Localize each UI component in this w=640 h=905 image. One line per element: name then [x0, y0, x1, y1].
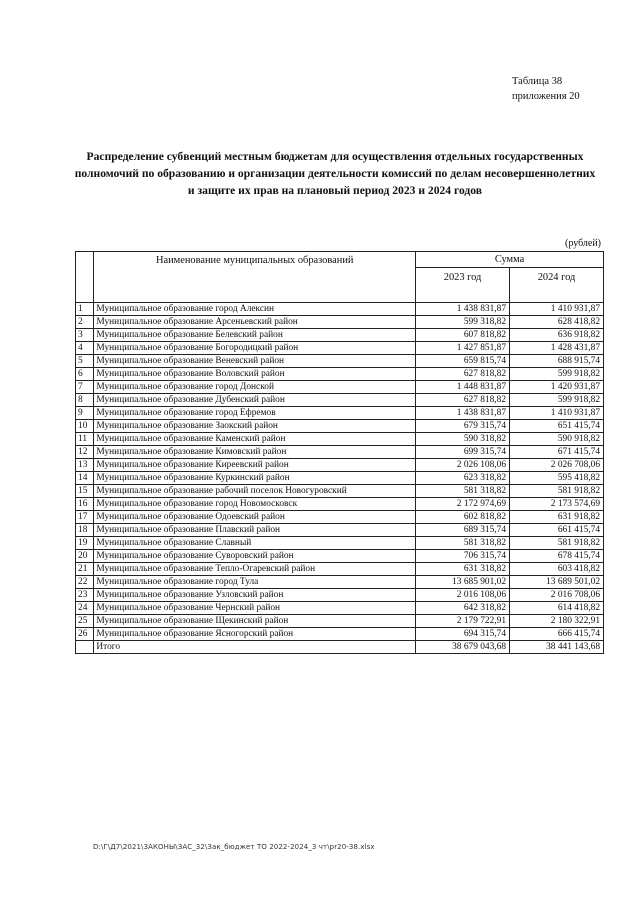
appendix-reference: приложения 20: [512, 91, 580, 102]
header-year-2023: 2023 год: [416, 268, 510, 303]
municipality-name: Муниципальное образование Ясногорский район: [94, 628, 416, 641]
table-row: [76, 563, 604, 576]
row-number: 18: [76, 524, 94, 537]
municipality-name: Муниципальное образование Каменский район: [94, 433, 416, 446]
row-number: 5: [76, 355, 94, 368]
municipality-name: Муниципальное образование город Новомосковск: [94, 498, 416, 511]
amount-2023: 2 172 974,69: [416, 498, 510, 511]
table-row: [76, 589, 604, 602]
amount-2023: 1 438 831,87: [416, 303, 510, 316]
row-number: 24: [76, 602, 94, 615]
municipality-name: Муниципальное образование город Алексин: [94, 303, 416, 316]
row-number: 2: [76, 316, 94, 329]
row-number: 15: [76, 485, 94, 498]
amount-2023: 599 318,82: [416, 316, 510, 329]
row-number: 9: [76, 407, 94, 420]
municipality-name: Муниципальное образование рабочий поселок Новогуровский: [94, 485, 416, 498]
amount-2024: 603 418,82: [510, 563, 604, 576]
municipality-name: Муниципальное образование Заокский район: [94, 420, 416, 433]
row-number: 8: [76, 394, 94, 407]
amount-2024: 2 016 708,06: [510, 589, 604, 602]
table-row: [76, 485, 604, 498]
amount-2024: 13 689 501,02: [510, 576, 604, 589]
row-number: 13: [76, 459, 94, 472]
row-number: 19: [76, 537, 94, 550]
table-row: [76, 407, 604, 420]
row-number: 14: [76, 472, 94, 485]
amount-2023: 706 315,74: [416, 550, 510, 563]
municipality-name: Муниципальное образование Чернский район: [94, 602, 416, 615]
amount-2024: 631 918,82: [510, 511, 604, 524]
header-name: Наименование муниципальных образований: [94, 252, 416, 303]
municipality-name: Муниципальное образование город Донской: [94, 381, 416, 394]
table-row: [76, 472, 604, 485]
amount-2024: 614 418,82: [510, 602, 604, 615]
municipality-name: Муниципальное образование Суворовский район: [94, 550, 416, 563]
table-row: [76, 329, 604, 342]
table-reference: [512, 74, 580, 104]
row-number: 11: [76, 433, 94, 446]
amount-2023: 607 818,82: [416, 329, 510, 342]
amount-2023: 689 315,74: [416, 524, 510, 537]
amount-2024: 2 026 708,06: [510, 459, 604, 472]
amount-2023: 1 448 831,87: [416, 381, 510, 394]
file-path: D:\Г\Д7\2021\ЗАКОНЫ\ЗАС_32\Зак_бюджет ТО 2022-2024_3 чт\pr20-38.xlsx: [93, 843, 375, 851]
table-row: [76, 537, 604, 550]
amount-2024: 581 918,82: [510, 537, 604, 550]
table-row: [76, 498, 604, 511]
amount-2024: 671 415,74: [510, 446, 604, 459]
row-number: [76, 641, 94, 654]
municipality-name: Итого: [94, 641, 416, 654]
municipality-name: Муниципальное образование Веневский район: [94, 355, 416, 368]
amount-2024: 595 418,82: [510, 472, 604, 485]
row-number: 6: [76, 368, 94, 381]
amount-2023: 13 685 901,02: [416, 576, 510, 589]
municipality-name: Муниципальное образование Щекинский район: [94, 615, 416, 628]
amount-2024: 666 415,74: [510, 628, 604, 641]
amount-2024: 2 173 574,69: [510, 498, 604, 511]
amount-2023: 581 318,82: [416, 537, 510, 550]
amount-2023: 2 016 108,06: [416, 589, 510, 602]
row-number: 22: [76, 576, 94, 589]
municipality-name: Муниципальное образование Куркинский район: [94, 472, 416, 485]
amount-2024: 628 418,82: [510, 316, 604, 329]
amount-2023: 581 318,82: [416, 485, 510, 498]
row-number: 1: [76, 303, 94, 316]
document-title: Распределение субвенций местным бюджетам для осуществления отдельных государственных полномочий по образованию и организации деятельности комиссий по делам несовершеннолетних и защите их прав на плановый период 2023 и 2024 годов: [74, 150, 596, 197]
amount-2023: 627 818,82: [416, 368, 510, 381]
table-row: [76, 433, 604, 446]
amount-2023: 1 438 831,87: [416, 407, 510, 420]
amount-2023: 1 427 851,87: [416, 342, 510, 355]
table-row: [76, 459, 604, 472]
table-row: [76, 355, 604, 368]
amount-2024: 1 410 931,87: [510, 407, 604, 420]
table-row: [76, 615, 604, 628]
table-row: [76, 342, 604, 355]
table-row: [76, 628, 604, 641]
table-row: [76, 511, 604, 524]
amount-2023: 627 818,82: [416, 394, 510, 407]
amount-2024: 1 420 931,87: [510, 381, 604, 394]
table-body: [76, 303, 604, 654]
amount-2023: 602 818,82: [416, 511, 510, 524]
municipality-name: Муниципальное образование Арсеньевский район: [94, 316, 416, 329]
amount-2024: 651 415,74: [510, 420, 604, 433]
amount-2023: 590 318,82: [416, 433, 510, 446]
row-number: 23: [76, 589, 94, 602]
amount-2024: 599 918,82: [510, 368, 604, 381]
row-number: 4: [76, 342, 94, 355]
amount-2023: 631 318,82: [416, 563, 510, 576]
table-row: [76, 550, 604, 563]
municipality-name: Муниципальное образование Дубенский район: [94, 394, 416, 407]
municipality-name: Муниципальное образование город Ефремов: [94, 407, 416, 420]
header-year-2024: 2024 год: [510, 268, 604, 303]
municipality-name: Муниципальное образование Плавский район: [94, 524, 416, 537]
table-number: Таблица 38: [512, 76, 563, 87]
row-number: 21: [76, 563, 94, 576]
amount-2023: 2 179 722,91: [416, 615, 510, 628]
amount-2023: 699 315,74: [416, 446, 510, 459]
amount-2024: 1 428 431,87: [510, 342, 604, 355]
amount-2024: 590 918,82: [510, 433, 604, 446]
amount-2024: 688 915,74: [510, 355, 604, 368]
amount-2023: 2 026 108,06: [416, 459, 510, 472]
amount-2024: 678 415,74: [510, 550, 604, 563]
amount-2024: 581 918,82: [510, 485, 604, 498]
municipality-name: Муниципальное образование Кимовский район: [94, 446, 416, 459]
amount-2024: 2 180 322,91: [510, 615, 604, 628]
municipality-name: Муниципальное образование Киреевский район: [94, 459, 416, 472]
header-number-cell: [76, 252, 94, 303]
table-row: [76, 316, 604, 329]
table-row: [76, 420, 604, 433]
amount-2023: 679 315,74: [416, 420, 510, 433]
units-label: (рублей): [565, 238, 602, 249]
table-row: [76, 381, 604, 394]
municipality-name: Муниципальное образование Славный: [94, 537, 416, 550]
amount-2024: 661 415,74: [510, 524, 604, 537]
municipality-name: Муниципальное образование Тепло-Огаревский район: [94, 563, 416, 576]
amount-2024: 38 441 143,68: [510, 641, 604, 654]
amount-2023: 623 318,82: [416, 472, 510, 485]
row-number: 20: [76, 550, 94, 563]
row-number: 3: [76, 329, 94, 342]
municipality-name: Муниципальное образование город Тула: [94, 576, 416, 589]
amount-2024: 636 918,82: [510, 329, 604, 342]
municipality-name: Муниципальное образование Богородицкий район: [94, 342, 416, 355]
row-number: 10: [76, 420, 94, 433]
amount-2024: 1 410 931,87: [510, 303, 604, 316]
municipality-name: Муниципальное образование Узловский район: [94, 589, 416, 602]
row-number: 7: [76, 381, 94, 394]
municipality-name: Муниципальное образование Воловский район: [94, 368, 416, 381]
amount-2023: 642 318,82: [416, 602, 510, 615]
header-sum: Сумма: [416, 252, 604, 268]
table-row: [76, 303, 604, 316]
amount-2023: 694 315,74: [416, 628, 510, 641]
table-row: [76, 524, 604, 537]
row-number: 12: [76, 446, 94, 459]
row-number: 16: [76, 498, 94, 511]
table-row: [76, 602, 604, 615]
amount-2023: 38 679 043,68: [416, 641, 510, 654]
row-number: 26: [76, 628, 94, 641]
table-row: [76, 368, 604, 381]
total-row: [76, 641, 604, 654]
amount-2023: 659 815,74: [416, 355, 510, 368]
row-number: 17: [76, 511, 94, 524]
subvention-table: [75, 251, 604, 654]
municipality-name: Муниципальное образование Одоевский район: [94, 511, 416, 524]
row-number: 25: [76, 615, 94, 628]
table-row: [76, 576, 604, 589]
table-row: [76, 394, 604, 407]
municipality-name: Муниципальное образование Белевский район: [94, 329, 416, 342]
table-row: [76, 446, 604, 459]
amount-2024: 599 918,82: [510, 394, 604, 407]
